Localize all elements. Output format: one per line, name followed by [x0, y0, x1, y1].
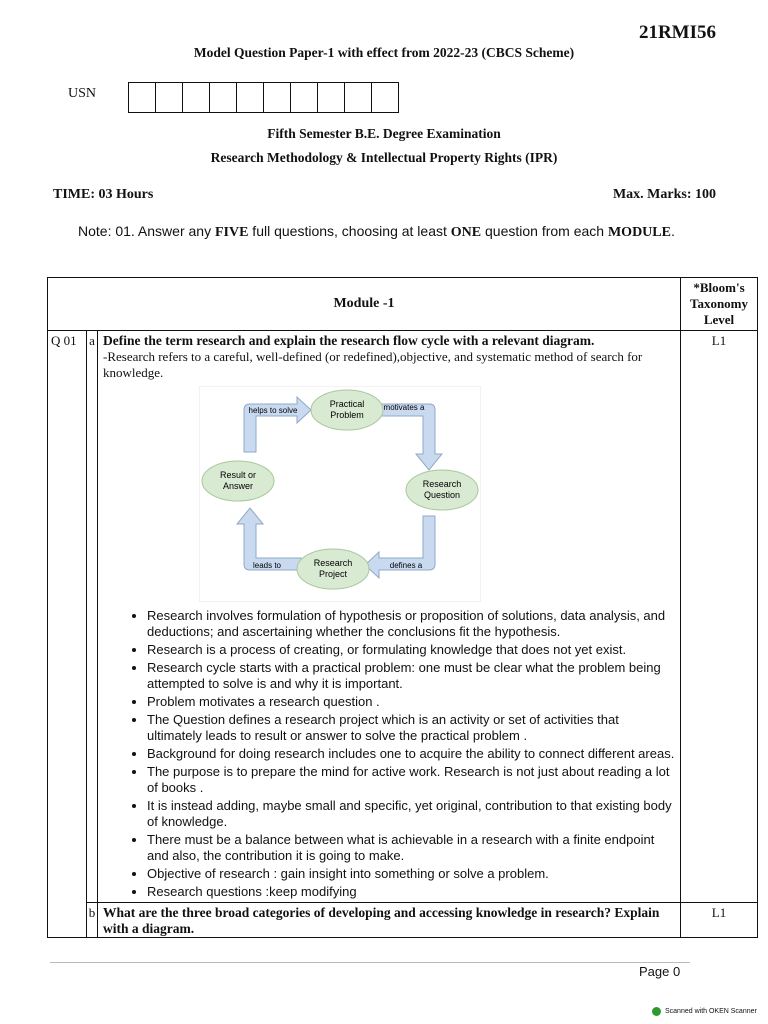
list-item: • Background for doing research includes one to acquire the ability to connect different areas.	[147, 746, 676, 762]
list-item: • Research involves formulation of hypothesis or proposition of solutions, data analysis, and deductions; and ascertaining whether the conclusions fit the hypothesis.	[147, 608, 676, 640]
research-definition: -Research refers to a careful, well-defined (or redefined),objective, and systematic method of search for knowledge.	[103, 349, 643, 380]
svg-text:Answer: Answer	[222, 481, 254, 491]
question-1b-level: L1	[681, 903, 758, 938]
list-item: • Research cycle starts with a practical problem: one must be clear what the problem being attempted to solve is and why it is important.	[147, 660, 676, 692]
question-1b-text: What are the three broad categories of developing and accessing knowledge in research? Explain with a diagram.	[103, 905, 660, 936]
svg-text:Result or: Result or	[219, 470, 257, 480]
exam-time: TIME: 03 Hours	[53, 187, 154, 202]
module-header: Module -1	[48, 278, 681, 331]
svg-text:Project: Project	[318, 569, 348, 579]
usn-box	[128, 82, 156, 113]
usn-box	[209, 82, 237, 113]
usn-box	[263, 82, 291, 113]
max-marks: Max. Marks: 100	[612, 187, 716, 202]
label-leads-to: leads to	[252, 561, 282, 570]
question-number: Q 01	[48, 331, 87, 938]
usn-box	[290, 82, 318, 113]
question-part-a: a	[87, 331, 98, 903]
usn-label: USN	[68, 86, 97, 101]
list-item: • The purpose is to prepare the mind for active work. Research is not just about reading a lot of books .	[147, 764, 676, 796]
research-bullets	[103, 608, 676, 900]
usn-box	[182, 82, 210, 113]
list-item: • There must be a balance between what is achievable in a research with a finite endpoint and also, the contribution it is going to make.	[147, 832, 676, 864]
label-defines-a: defines a	[389, 561, 423, 570]
question-1a-level: L1	[681, 331, 758, 903]
usn-boxes	[128, 82, 398, 113]
subject-code: 21RMI56	[638, 22, 716, 43]
usn-box	[236, 82, 264, 113]
research-cycle-diagram	[199, 386, 481, 602]
usn-box	[317, 82, 345, 113]
usn-box	[371, 82, 399, 113]
label-motivates-a: motivates a	[383, 403, 425, 412]
list-item: • Research questions :keep modifying	[147, 884, 676, 900]
semester-heading: Fifth Semester B.E. Degree Examination	[267, 126, 501, 141]
list-item: • Research is a process of creating, or formulating knowledge that does not yet exist.	[147, 642, 676, 658]
scanner-logo-icon	[652, 1007, 661, 1016]
usn-box	[344, 82, 372, 113]
scanner-watermark: Scanned with OKEN Scanner	[652, 1007, 757, 1016]
question-table	[47, 277, 758, 938]
question-1b-content	[98, 903, 681, 938]
footer-divider	[50, 962, 690, 963]
svg-text:Practical: Practical	[329, 399, 365, 409]
blooms-header: *Bloom's Taxonomy Level	[681, 278, 758, 331]
page-number: Page 0	[639, 964, 681, 979]
svg-text:Question: Question	[423, 490, 461, 500]
svg-text:Problem: Problem	[330, 410, 364, 420]
svg-text:Research: Research	[313, 558, 353, 568]
usn-box	[155, 82, 183, 113]
instruction-note: Note: 01. Answer any FIVE full questions, choosing at least ONE question from each MODULE.	[78, 223, 675, 240]
list-item: • It is instead adding, maybe small and specific, yet original, contribution to that existing body of knowledge.	[147, 798, 676, 830]
list-item: • The Question defines a research project which is an activity or set of activities that ultimately leads to result or answer to solve the practical problem .	[147, 712, 676, 744]
question-1a-text: Define the term research and explain the research flow cycle with a relevant diagram.	[103, 333, 595, 348]
question-1a-content	[98, 331, 681, 903]
list-item: • Problem motivates a research question .	[147, 694, 676, 710]
question-part-b: b	[87, 903, 98, 938]
label-helps-to-solve: helps to solve	[248, 406, 298, 415]
paper-title: Model Question Paper-1 with effect from 2022-23 (CBCS Scheme)	[193, 45, 575, 60]
list-item: • Objective of research : gain insight into something or solve a problem.	[147, 866, 676, 882]
svg-text:Research: Research	[422, 479, 462, 489]
subject-heading: Research Methodology & Intellectual Property Rights (IPR)	[210, 150, 558, 165]
